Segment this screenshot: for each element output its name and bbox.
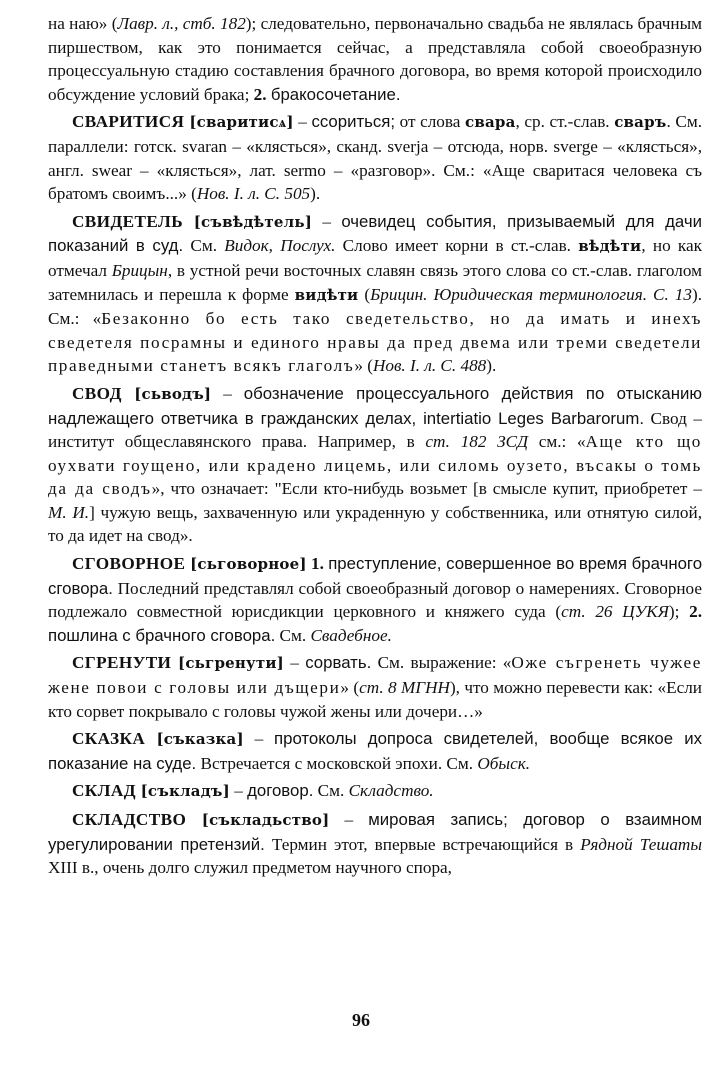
- text-run: . См. параллели: готск. svaran – «клясться», сканд. sverja – отсюда, норв. sverge – «клясться», англ. swear – «клясться», лат. sermo – «разговор». См.: «Аще сваритася человека съ братомъ своимъ...» (: [48, 112, 703, 204]
- old-slavonic-form: [сьводъ]: [134, 384, 212, 403]
- reference-italic: Обыск.: [477, 753, 531, 773]
- definition-text: мировая запись; договор о взаимном урегулировании претензий.: [48, 810, 702, 854]
- text-run: См.: [313, 781, 349, 801]
- text-run: –: [293, 112, 312, 132]
- text-run: на наю» (: [48, 14, 118, 33]
- reference-italic: Рядной Тешаты: [580, 834, 702, 854]
- text-run: –: [329, 810, 369, 829]
- text-run: ] чужую вещь, захваченную или украденную у собственника, или отнятую силой, то да идет на свод».: [48, 502, 702, 546]
- reference-italic: Брицын: [111, 260, 168, 280]
- definition-text: преступление, совершенное во время брачного сговора.: [48, 554, 703, 598]
- entry-headword: СГОВОРНОЕ: [72, 554, 191, 574]
- dictionary-entry-svaritisya: [48, 110, 702, 205]
- old-slavonic-form: [съвѣдѣтель]: [193, 212, 313, 231]
- entry-headword: СГРЕНУТИ: [72, 653, 179, 673]
- dictionary-entry-sklad: [48, 779, 702, 804]
- text-run: , но как отмечал: [48, 236, 702, 280]
- definition-text: сорвать.: [305, 653, 372, 673]
- old-slavonic-form: сваръ: [614, 113, 667, 132]
- reference-italic: ст. 182 ЗСД: [425, 432, 529, 452]
- reference-italic: М. И.: [48, 502, 90, 522]
- text-run: , ср. ст.-слав.: [515, 112, 615, 132]
- dictionary-entry-skladstvo: [48, 808, 702, 880]
- text-run: –: [312, 211, 342, 231]
- text-run: », что означает: "Если кто-нибудь возьмет [в смысле купит, приобретет –: [151, 479, 702, 499]
- text-run: Последний представлял собой своеобразный договор о намерениях. Сговорное подлежало совместной юрисдикции церковного и княжего суда (: [48, 578, 702, 622]
- old-slavonic-form: видѣти: [294, 285, 359, 304]
- text-run: ). См.: «: [48, 284, 702, 329]
- sense-number: 2.: [689, 602, 703, 622]
- definition-text: ссориться;: [311, 112, 396, 132]
- text-column: [48, 12, 702, 880]
- entry-headword: СКАЗКА: [72, 729, 157, 749]
- quoted-source-text: Аще кто що оухвати гоущено, или крадено лицемь, или силомь оузето, въсакы о томь да да сводъ: [48, 432, 703, 499]
- text-run: , в устной речи восточных славян связь этого слова со ст.-слав. глаголом затемнилась и перешла к форме: [48, 260, 702, 304]
- reference-italic: Складство.: [348, 781, 434, 801]
- text-run: ).: [310, 184, 321, 204]
- reference-italic: ст. 8 МГНН: [359, 678, 450, 698]
- sense-number: 2.: [253, 84, 271, 104]
- dictionary-entry-svidetel: [48, 210, 702, 378]
- reference-italic: Лавр. л., стб. 182: [117, 14, 246, 33]
- text-run: См. выражение: «: [371, 653, 512, 673]
- old-slavonic-form: [съкладьство]: [201, 811, 330, 829]
- reference-italic: Видок, Послух.: [224, 236, 336, 256]
- text-run: ); следовательно, первоначально свадьба не являлась брачным пиршеством, как это понимается сейчас, а представляла собой своеобразную процессуальную стадию составления брачного договора, во время которой происходило обсуждение условий брака;: [48, 14, 703, 104]
- old-slavonic-form: вѣдѣти: [578, 237, 642, 256]
- text-run: –: [229, 781, 248, 801]
- reference-italic: ст. 26 ЦУКЯ: [561, 602, 669, 622]
- dictionary-entry-svod: [48, 382, 702, 548]
- old-slavonic-form: [сьгренути]: [178, 654, 284, 673]
- definition-text: очевидец события, призываемый для дачи показаний в суд.: [48, 211, 703, 256]
- text-run: (: [358, 284, 371, 304]
- reference-italic: Нов. I. л. С. 488: [372, 356, 487, 376]
- definition-text: протоколы допроса свидетелей, вообще всякое их показание на суде.: [48, 729, 703, 773]
- text-run: XIII в., очень долго служил предметом научного спора,: [48, 858, 452, 878]
- entry-headword: СВАРИТИСЯ: [72, 112, 190, 132]
- text-run: » (: [354, 356, 373, 376]
- text-run: См.: [275, 625, 311, 645]
- text-run: );: [668, 602, 690, 622]
- page-number: 96: [352, 1010, 370, 1030]
- old-slavonic-form: [сьговорное]: [190, 555, 307, 574]
- reference-italic: Свадебное.: [310, 625, 392, 645]
- sense-number: 1.: [311, 554, 329, 574]
- reference-italic: Нов. I. л. С. 505: [196, 184, 311, 204]
- definition-text: договор.: [247, 781, 314, 801]
- entry-headword: СВОД: [72, 383, 135, 403]
- dictionary-entry-sgovornoe: [48, 552, 702, 647]
- text-run: –: [283, 653, 306, 673]
- old-slavonic-form: свaра: [465, 113, 516, 132]
- text-run: См.: [183, 236, 225, 256]
- continued-paragraph: [48, 12, 702, 106]
- text-run: ).: [486, 356, 497, 376]
- entry-headword: СКЛАД: [72, 781, 141, 801]
- text-run: см.: «: [528, 432, 586, 452]
- entry-headword: СВИДЕТЕЛЬ: [72, 211, 194, 231]
- text-run: –: [243, 729, 275, 749]
- quoted-source-text: Оже съгренеть чужее жене повои с головы или дъщери: [48, 653, 702, 698]
- text-run: Свод – институт общеславянского права. Например, в: [48, 408, 702, 452]
- old-slavonic-form: [съказка]: [156, 730, 244, 749]
- text-run: Слово имеет корни в ст.-слав.: [335, 236, 579, 256]
- entry-headword: СКЛАДСТВО: [72, 810, 202, 829]
- dictionary-entry-skazka: [48, 727, 702, 775]
- old-slavonic-form: [съкладъ]: [140, 782, 230, 801]
- reference-italic: Брицин. Юридическая терминология. С. 13: [370, 284, 692, 304]
- definition-text: пошлина с брачного сговора.: [48, 625, 276, 645]
- text-run: ), что можно перевести как: «Если кто сорвет покрывало с головы чужой жены или дочери…»: [48, 678, 702, 721]
- dictionary-entry-sgrenuti: [48, 651, 702, 723]
- text-run: » (: [340, 678, 360, 698]
- definition-text: обозначение процессуального действия по отысканию надлежащего ответчика в гражданских делах, intertiatio Leges Barbarorum.: [48, 383, 702, 428]
- text-run: –: [211, 383, 244, 403]
- definition-text: бракосочетание.: [270, 84, 401, 104]
- old-slavonic-form: [свaритисѧ]: [189, 113, 294, 132]
- text-run: Встречается с московской эпохи. См.: [196, 753, 478, 773]
- text-run: Термин этот, впервые встречающийся в: [264, 834, 581, 854]
- text-run: от слова: [395, 112, 466, 132]
- quoted-source-text: Безаконно бо есть тако сведетельство, но да имать и инехъ сведетеля посрамны и единого нравы да пред двема или треми сведетели праведными станетъ всякъ глаголъ: [48, 309, 702, 376]
